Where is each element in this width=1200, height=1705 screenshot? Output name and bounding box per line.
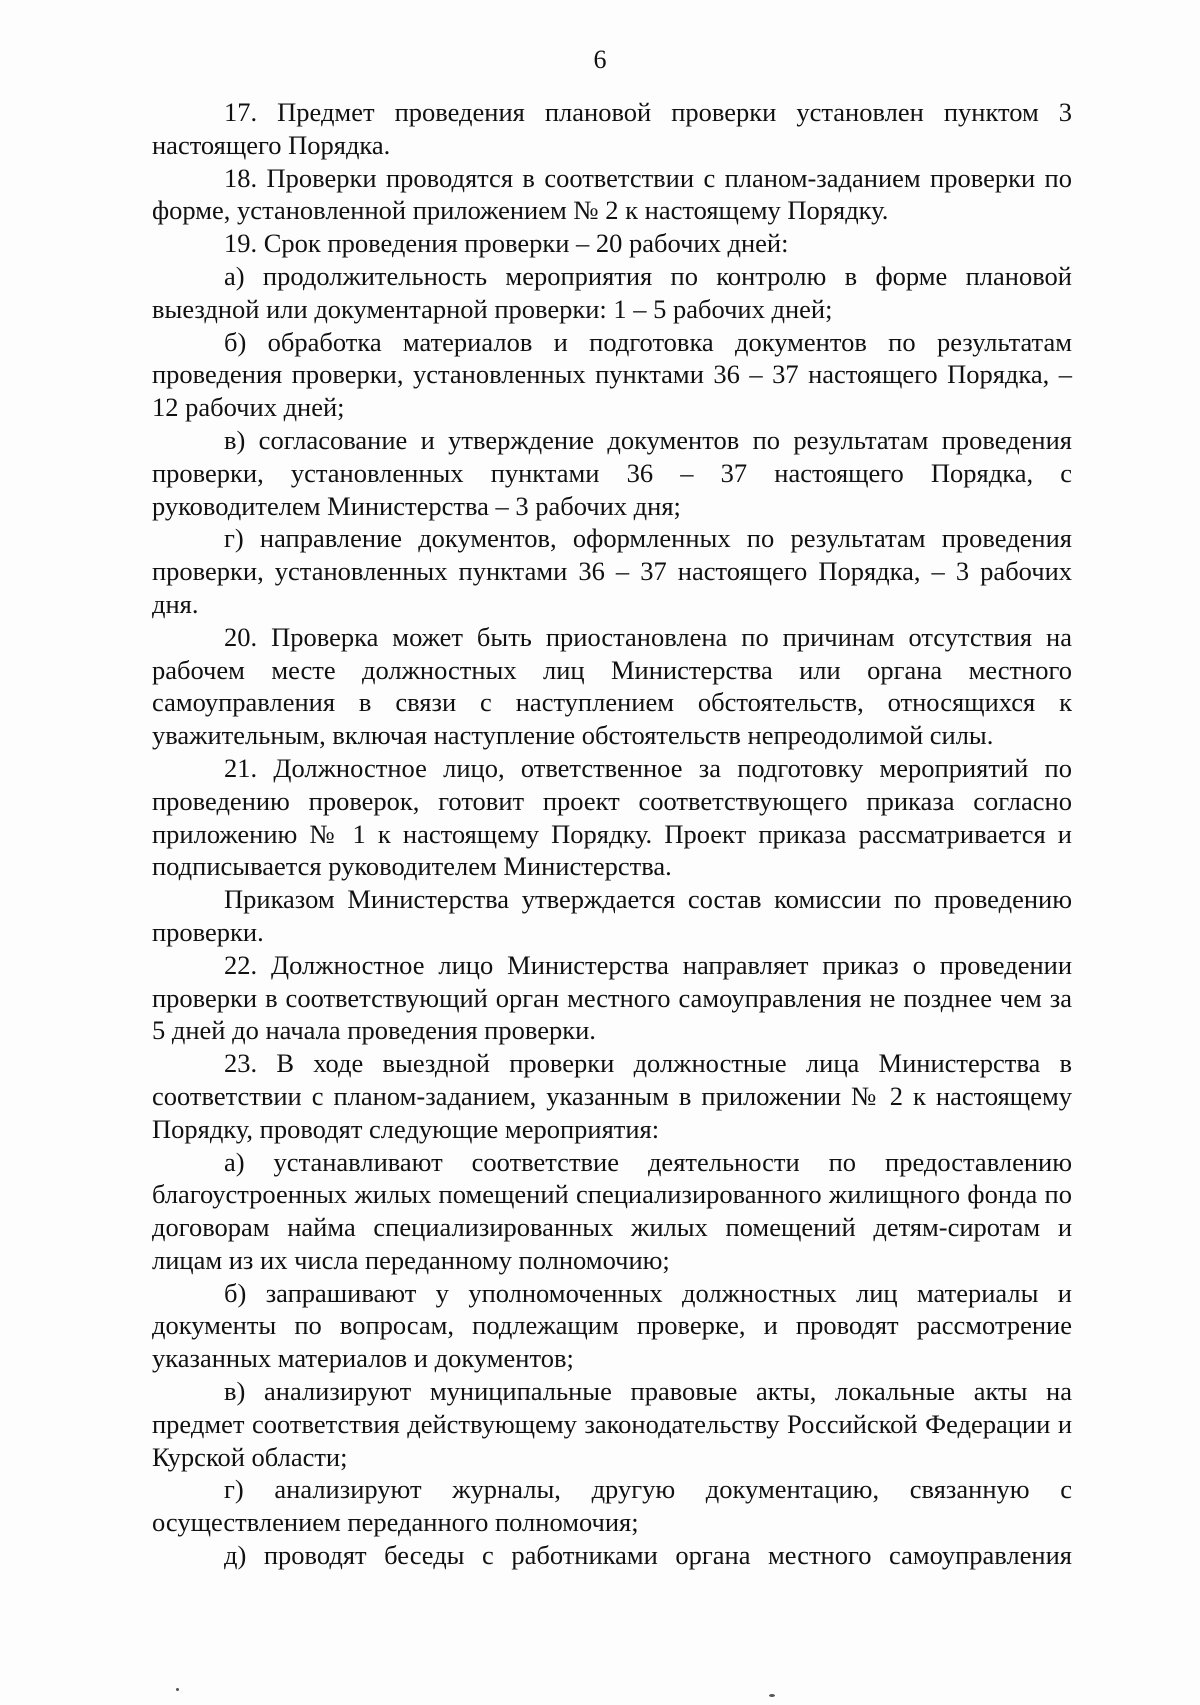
paragraph-21: 21. Должностное лицо, ответственное за подготовку мероприятий по проведению проверок, готовит проект соответствующего приказа согласно приложению № 1 к настоящему Порядку. Проект приказа рассматривается и подписывается руководителем Министерства. xyxy=(152,752,1072,882)
paragraph-19: 19. Срок проведения проверки – 20 рабочих дней: xyxy=(224,228,789,259)
scan-speck xyxy=(769,1694,775,1697)
paragraph-19-g: г) направление документов, оформленных по результатам проведения проверки, установленных пунктами 36 – 37 настоящего Порядка, – 3 рабочих дня. xyxy=(152,523,1072,619)
paragraph-23-d: д) проводят беседы с работниками органа местного самоуправления xyxy=(224,1540,1072,1571)
paragraph-19-a: а) продолжительность мероприятия по контролю в форме плановой выездной или документарной проверки: 1 – 5 рабочих дней; xyxy=(152,260,1072,324)
paragraph-23-g: г) анализируют журналы, другую документацию, связанную с осуществлением переданного полномочия; xyxy=(152,1474,1072,1538)
paragraph-23: 23. В ходе выездной проверки должностные лица Министерства в соответствии с планом-заданием, указанным в приложении № 2 к настоящему Порядку, проводят следующие мероприятия: xyxy=(152,1048,1072,1144)
page-number: 6 xyxy=(593,45,607,74)
paragraph-19-b: б) обработка материалов и подготовка документов по результатам проведения проверки, установленных пунктами 36 – 37 настоящего Порядка, – 12 рабочих дней; xyxy=(152,326,1072,423)
paragraph-17: 17. Предмет проведения плановой проверки установлен пунктом 3 настоящего Порядка. xyxy=(152,97,1072,160)
paragraph-21-order: Приказом Министерства утверждается состав комиссии по проведению проверки. xyxy=(152,884,1072,947)
paragraph-23-b: б) запрашивают у уполномоченных должностных лиц материалы и документы по вопросам, подлежащим проверке, и проводят рассмотрение указанных материалов и документов; xyxy=(152,1277,1072,1374)
paragraph-23-v: в) анализируют муниципальные правовые акты, локальные акты на предмет соответствия действующему законодательству Российской Федерации и Курской области; xyxy=(152,1376,1072,1472)
paragraph-18: 18. Проверки проводятся в соответствии с планом-заданием проверки по форме, установленной приложением № 2 к настоящему Порядку. xyxy=(152,162,1072,226)
paragraph-20: 20. Проверка может быть приостановлена по причинам отсутствия на рабочем месте должностных лиц Министерства или органа местного самоуправления в связи с наступлением обстоятельств, относящихся к уважительным, включая наступление обстоятельств непреодолимой силы. xyxy=(152,621,1072,751)
paragraph-23-a: а) устанавливают соответствие деятельности по предоставлению благоустроенных жилых помещений специализированного жилищного фонда по договорам найма специализированных жилых помещений детям-сиротам и лицам из их числа переданному полномочию; xyxy=(152,1146,1072,1275)
scan-speck xyxy=(176,1688,179,1691)
document-body xyxy=(152,96,1072,1572)
paragraph-22: 22. Должностное лицо Министерства направляет приказ о проведении проверки в соответствующий орган местного самоуправления не позднее чем за 5 дней до начала проведения проверки. xyxy=(152,949,1072,1046)
paragraph-19-v: в) согласование и утверждение документов по результатам проведения проверки, установленных пунктами 36 – 37 настоящего Порядка, с руководителем Министерства – 3 рабочих дня; xyxy=(152,424,1072,521)
